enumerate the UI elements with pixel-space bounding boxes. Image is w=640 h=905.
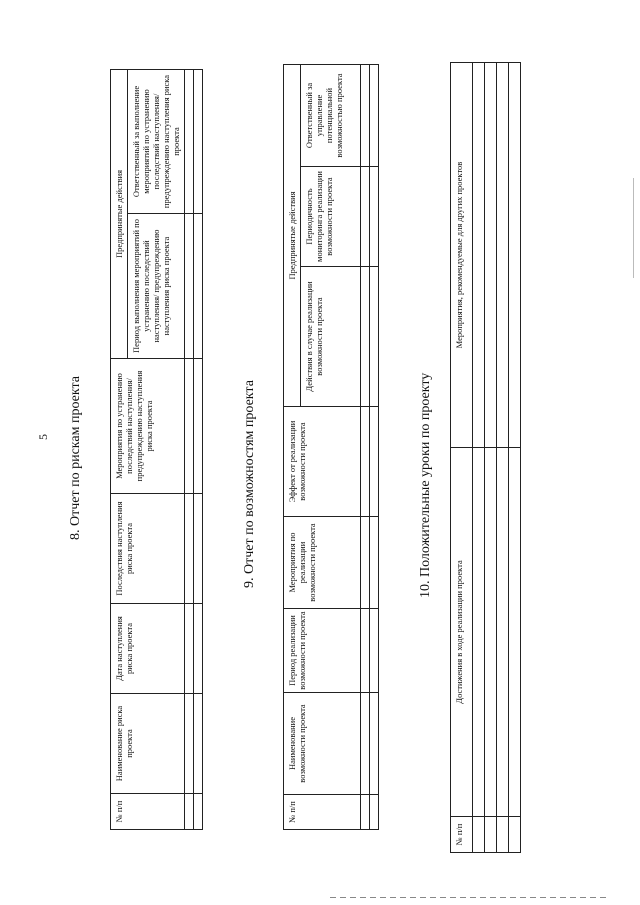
section9-title: 9. Отчет по возможностям проекта <box>242 380 257 588</box>
table-header-row <box>284 64 301 829</box>
header-monitoring: Периодичность мониторинга реализации возможности проекта <box>301 167 361 267</box>
table-header-row <box>451 63 473 853</box>
page-number: 5 <box>36 434 50 440</box>
table-row <box>509 63 521 853</box>
section10-title: 10. Положительные уроки по проекту <box>418 372 433 598</box>
header-effect: Эффект от реализации возможности проекта <box>284 407 361 517</box>
table-header-row <box>111 69 128 829</box>
table-row <box>473 63 485 853</box>
header-num: № п/п <box>111 794 185 830</box>
scan-artifact-line <box>330 897 610 898</box>
table-row <box>194 69 203 829</box>
table-row <box>185 69 194 829</box>
header-actions-if: Действия в случае реализации возможности проекта <box>301 267 361 407</box>
header-num: № п/п <box>284 795 361 830</box>
header-actions-group: Предпринятые действия <box>111 69 128 358</box>
header-recommended: Мероприятия, рекомендуемые для других проектов <box>451 63 473 448</box>
lessons-table <box>450 62 521 853</box>
header-responsible: Ответственный за выполнение мероприятий по устранению последствий наступления/ предупреждению наступления риска проекта <box>128 69 185 213</box>
table-row <box>497 63 509 853</box>
header-actions-group: Предпринятые действия <box>284 64 301 406</box>
header-consequences: Последствия наступления риска проекта <box>111 494 185 604</box>
header-achievements: Достижения в ходе реализации проекта <box>451 448 473 817</box>
header-measures: Мероприятия по устранению последствий наступления/ предупреждению наступления риска проекта <box>111 359 185 494</box>
header-measures: Мероприятия по реализации возможности проекта <box>284 517 361 609</box>
header-risk-date: Дата наступления риска проекта <box>111 604 185 694</box>
header-period: Период реализации возможности проекта <box>284 609 361 693</box>
risk-report-table <box>110 69 203 830</box>
scan-edge-line <box>633 178 634 278</box>
header-risk-name: Наименование риска проекта <box>111 694 185 794</box>
header-period: Период выполнения мероприятий по устранению последствий наступления/ предупреждению наступления риска проекта <box>128 214 185 359</box>
header-opportunity-name: Наименование возможности проекта <box>284 693 361 795</box>
opportunity-report-table <box>283 64 379 830</box>
header-num: № п/п <box>451 817 473 853</box>
header-responsible: Ответственный за управление потенциальной возможностью проекта <box>301 64 361 166</box>
table-row <box>370 64 379 829</box>
table-row <box>361 64 370 829</box>
table-row <box>485 63 497 853</box>
section8-title: 8. Отчет по рискам проекта <box>68 376 83 540</box>
